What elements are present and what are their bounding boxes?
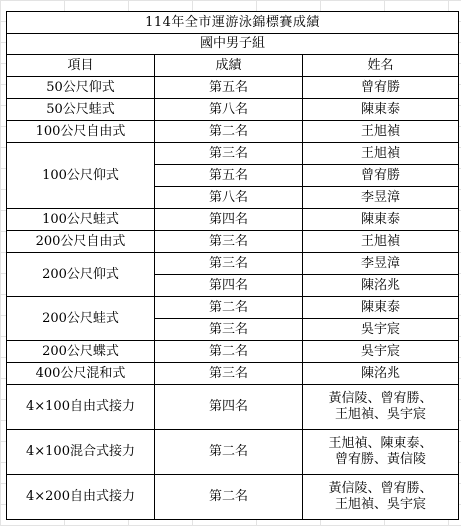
header-event[interactable]: 項目 xyxy=(7,55,155,77)
name-line: 曾宥勝、黃信陵 xyxy=(334,452,426,467)
title-row xyxy=(7,12,459,34)
event-cell[interactable]: 4×100混合式接力 xyxy=(7,430,155,475)
table-row xyxy=(7,475,459,520)
result-cell[interactable]: 第二名 xyxy=(155,430,303,475)
table-subtitle[interactable]: 國中男子組 xyxy=(7,34,459,55)
name-cell[interactable]: 陳東泰 xyxy=(303,297,459,319)
name-line: 王旭禎、吳宇宸 xyxy=(334,497,426,512)
header-row xyxy=(7,55,459,77)
name-line: 黃信陵、曾宥勝、 xyxy=(328,481,433,496)
event-cell[interactable]: 100公尺蛙式 xyxy=(7,209,155,231)
table-row xyxy=(7,297,459,319)
result-cell[interactable]: 第四名 xyxy=(155,385,303,430)
result-cell[interactable]: 第二名 xyxy=(155,297,303,319)
name-cell[interactable] xyxy=(303,385,459,430)
name-cell[interactable]: 曾宥勝 xyxy=(303,77,459,99)
result-cell[interactable]: 第三名 xyxy=(155,231,303,253)
header-name[interactable]: 姓名 xyxy=(303,55,459,77)
name-cell[interactable]: 陳洺兆 xyxy=(303,363,459,385)
event-cell[interactable]: 50公尺仰式 xyxy=(7,77,155,99)
table-row xyxy=(7,430,459,475)
name-cell[interactable]: 李昱漳 xyxy=(303,187,459,209)
result-cell[interactable]: 第三名 xyxy=(155,143,303,165)
results-table xyxy=(6,11,459,520)
name-cell[interactable]: 陳東泰 xyxy=(303,209,459,231)
name-cell[interactable]: 李昱漳 xyxy=(303,253,459,275)
result-cell[interactable]: 第三名 xyxy=(155,363,303,385)
event-cell[interactable]: 400公尺混和式 xyxy=(7,363,155,385)
result-cell[interactable]: 第二名 xyxy=(155,341,303,363)
event-cell[interactable]: 200公尺自由式 xyxy=(7,231,155,253)
result-cell[interactable]: 第八名 xyxy=(155,99,303,121)
table-row xyxy=(7,253,459,275)
event-cell[interactable]: 100公尺自由式 xyxy=(7,121,155,143)
name-cell[interactable] xyxy=(303,430,459,475)
result-cell[interactable]: 第二名 xyxy=(155,121,303,143)
name-cell[interactable]: 吳宇宸 xyxy=(303,319,459,341)
name-cell[interactable]: 陳洺兆 xyxy=(303,275,459,297)
event-cell[interactable]: 4×100自由式接力 xyxy=(7,385,155,430)
result-cell[interactable]: 第三名 xyxy=(155,319,303,341)
event-cell[interactable]: 50公尺蛙式 xyxy=(7,99,155,121)
event-cell[interactable]: 200公尺蝶式 xyxy=(7,341,155,363)
name-line: 王旭禎、吳宇宸 xyxy=(334,407,426,422)
header-result[interactable]: 成績 xyxy=(155,55,303,77)
table-row xyxy=(7,231,459,253)
result-cell[interactable]: 第五名 xyxy=(155,165,303,187)
event-cell[interactable]: 4×200自由式接力 xyxy=(7,475,155,520)
event-cell[interactable]: 200公尺蛙式 xyxy=(7,297,155,341)
event-cell[interactable]: 100公尺仰式 xyxy=(7,143,155,209)
result-cell[interactable]: 第八名 xyxy=(155,187,303,209)
name-cell[interactable]: 王旭禎 xyxy=(303,231,459,253)
name-cell[interactable]: 曾宥勝 xyxy=(303,165,459,187)
name-cell[interactable]: 吳宇宸 xyxy=(303,341,459,363)
table-row xyxy=(7,143,459,165)
table-row xyxy=(7,99,459,121)
result-cell[interactable]: 第四名 xyxy=(155,209,303,231)
event-cell[interactable]: 200公尺仰式 xyxy=(7,253,155,297)
name-line: 王旭禎、陳東泰、 xyxy=(328,436,433,451)
result-cell[interactable]: 第二名 xyxy=(155,475,303,520)
name-cell[interactable]: 陳東泰 xyxy=(303,99,459,121)
table-row xyxy=(7,121,459,143)
name-cell[interactable]: 王旭禎 xyxy=(303,143,459,165)
table-row xyxy=(7,209,459,231)
name-line: 黃信陵、曾宥勝、 xyxy=(328,391,433,406)
table-title[interactable]: 114年全市運游泳錦標賽成績 xyxy=(7,12,459,34)
name-cell[interactable] xyxy=(303,475,459,520)
subtitle-row xyxy=(7,34,459,55)
name-cell[interactable]: 王旭禎 xyxy=(303,121,459,143)
table-row xyxy=(7,341,459,363)
result-cell[interactable]: 第三名 xyxy=(155,253,303,275)
table-row xyxy=(7,385,459,430)
result-cell[interactable]: 第五名 xyxy=(155,77,303,99)
table-row xyxy=(7,363,459,385)
result-cell[interactable]: 第四名 xyxy=(155,275,303,297)
table-row xyxy=(7,77,459,99)
